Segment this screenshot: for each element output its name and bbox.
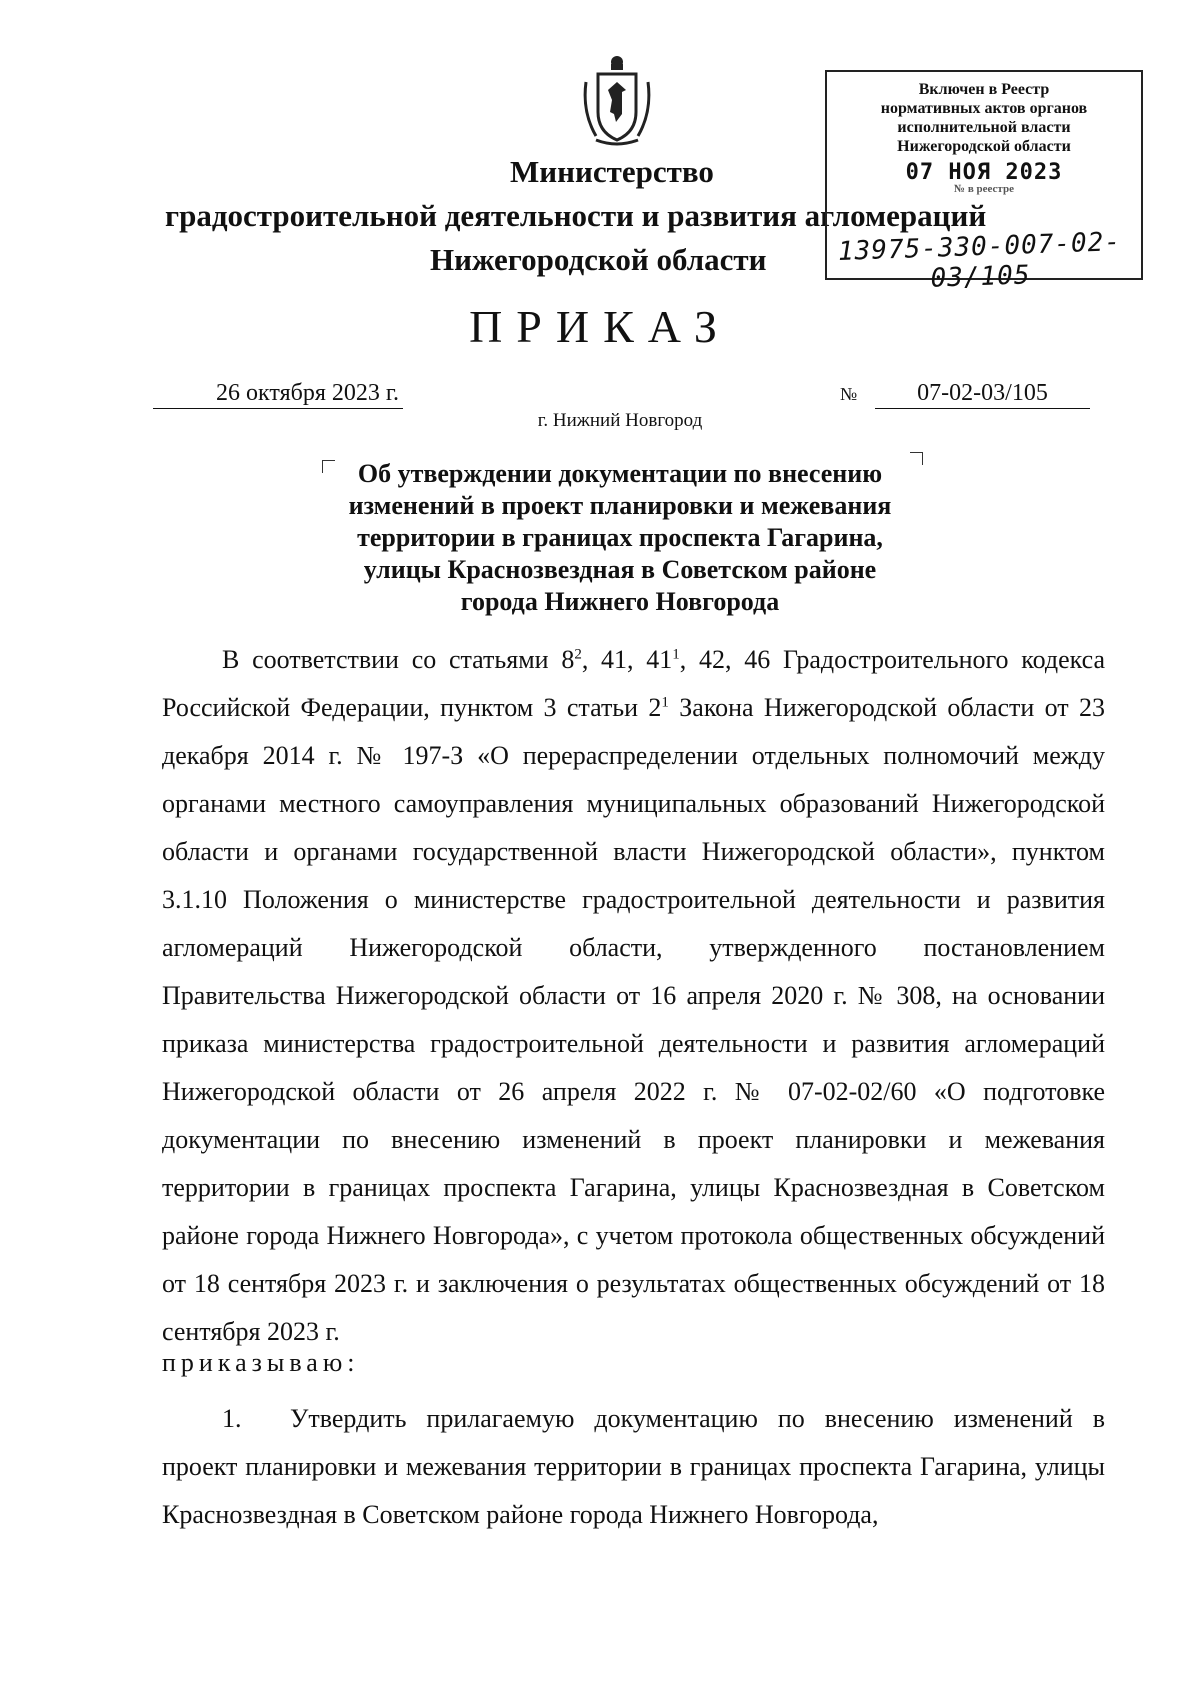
stamp-reg-number: 13975-330-007-02-03/105 [837,227,1122,294]
body-text-segment: , 41, 41 [581,645,673,674]
document-subject [320,458,920,618]
order-item-number: 1. [222,1404,242,1433]
order-item-text: Утвердить прилагаемую документацию по внесению изменений в проект планировки и межевания территории в границах проспекта Гагарина, улицы Краснозвездная в Советском районе города Нижнего Новгорода, [162,1404,1105,1529]
superscript: 1 [672,646,680,663]
subject-line4: улицы Краснозвездная в Советском районе [363,555,877,584]
ministry-title-line3: Нижегородской области [430,242,767,277]
registry-stamp [825,70,1143,294]
superscript: 2 [574,646,582,663]
stamp-sub: № в реестре [954,183,1014,195]
body-paragraph-1 [162,636,1105,1356]
body-text-segment: В соответствии со статьями 8 [222,645,575,674]
body-text-segment: , 42, 46 Градостроительного кодекса Российской Федерации, пунктом 3 статьи 2 [162,645,1105,722]
stamp-date: 07 НОЯ 2023 [905,160,1063,185]
number-sign: № [840,384,858,404]
coat-of-arms-emblem [578,52,656,150]
subject-line1: Об утверждении документации по внесению [357,459,883,488]
superscript: 1 [661,694,669,711]
stamp-line1: Включен в Реестр [918,81,1050,98]
document-number: 07-02-03/105 [875,378,1090,409]
document-city: г. Нижний Новгород [537,410,703,431]
stamp-line4: Нижегородской области [897,138,1071,155]
order-verb: приказываю: [162,1348,360,1377]
document-date: 26 октября 2023 г. [153,378,403,409]
ministry-title-line1: Министерство [510,154,714,189]
subject-line3: территории в границах проспекта Гагарина, [357,523,883,552]
body-text-segment: Закона Нижегородской области от 23 декабря 2014 г. № 197-З «О перераспределении отдельных полномочий между органами местного самоуправления муниципальных образований Нижегородской области и органами государственной власти Нижегородской области», пунктом 3.1.10 Положения о министерстве градостроительной деятельности и развития агломераций Нижегородской области, утвержденного постановлением Правительства Нижегородской области от 16 апреля 2020 г. № 308, на основании приказа министерства градостроительной деятельности и развития агломераций Нижегородской области от 26 апреля 2022 г. № 07-02-02/60 «О подготовке документации по внесению изменений в проект планировки и межевания территории в границах проспекта Гагарина, улицы Краснозвездная в Советском районе города Нижнего Новгорода», с учетом протокола общественных обсуждений от 18 сентября 2023 г. и заключения о результатах общественных обсуждений от 18 сентября 2023 г. [162,693,1105,1346]
order-item-1 [162,1395,1105,1539]
subject-line2: изменений в проект планировки и межевания [348,491,892,520]
stamp-line3: исполнительной власти [897,119,1071,136]
subject-line5: города Нижнего Новгорода [460,587,780,616]
stamp-line2: нормативных актов органов [880,100,1088,117]
ministry-title-line2: градостроительной деятельности и развития агломераций [165,198,987,233]
document-type-title: ПРИКАЗ [469,301,731,352]
